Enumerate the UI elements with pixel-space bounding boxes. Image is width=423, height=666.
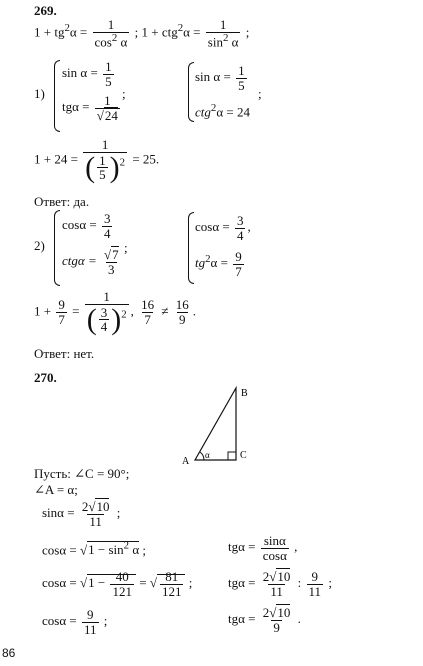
- triangle-abc: [195, 388, 236, 460]
- case2-sys2-line2: $tg^2\alpha$ = $\frac{9}{7}$: [195, 249, 242, 279]
- case2-sys1-line2: ctgα = $\frac{√7}{3}$: [62, 247, 119, 277]
- case2-sys2-line1: cosα = $\frac{3}{4}$ ,: [195, 213, 251, 243]
- tg-line-2: tgα = $\frac{2√10}{11}$ : $\frac{9}{11}$ ;: [228, 569, 332, 599]
- page-number: 86: [2, 646, 16, 660]
- right-angle-mark: [228, 452, 236, 460]
- cos-line-1: $\cos\alpha = √1 - \sin^2 \alpha$ ;: [42, 540, 146, 558]
- case1-sys2-line1: sin α = $\frac{1}{5}$: [195, 63, 245, 93]
- angle-arc: [200, 452, 204, 460]
- case1-sys2-line2: ctg$^2$α = 24: [195, 102, 250, 120]
- identity-line: $1 + tg^2\alpha$ = $\frac{1}{\cos^2 \alpha}$ ; 1 + ctg$^2$α = $\frac{1}{\sin^2 \alpha}$ ;: [34, 17, 250, 49]
- system-brace-3: [54, 210, 60, 286]
- case2-semicolon: ;: [124, 240, 128, 255]
- case2-check: 1 + $\frac{9}{7}$ = 1 ( $\frac{3}{4}$ )$^2$ , $\frac{16}{7}$ ≠ $\frac{16}{9}$ .: [34, 289, 196, 336]
- label-c: C: [240, 450, 247, 461]
- system-brace: [54, 60, 60, 132]
- problem-number-269: 269.: [34, 3, 57, 18]
- case1-semicolon-2: ;: [258, 86, 262, 101]
- case-1-label: 1): [34, 86, 45, 101]
- given-angle-c: Пусть: ∠C = 90°;: [34, 466, 130, 481]
- label-b: B: [241, 388, 248, 399]
- case1-semicolon: ;: [122, 86, 126, 101]
- given-angle-a: ∠A = α;: [34, 482, 78, 497]
- system-brace-4: [188, 212, 194, 284]
- case2-answer: Ответ: нет.: [34, 346, 95, 361]
- case1-answer: Ответ: да.: [34, 194, 90, 209]
- case1-sys1-line2: tgα = $\frac{1}{√24}$: [62, 93, 118, 123]
- label-alpha: α: [205, 450, 210, 460]
- cos-line-2: cosα = √1 − $\frac{40}{121}$ = √ $\frac{81}{121}$ ;: [42, 569, 193, 599]
- case1-sys1-line1: sin α = $\frac{1}{5}$: [62, 59, 112, 89]
- right-triangle-figure: [180, 384, 260, 466]
- case1-check: 1 + 24 = 1 ( $\frac{1}{5}$ )$^2$ = 25.: [34, 137, 160, 184]
- case2-sys1-line1: cosα = $\frac{3}{4}$: [62, 211, 111, 241]
- case-2-label: 2): [34, 238, 45, 253]
- problem-number-270: 270.: [34, 370, 57, 385]
- tg-line-1: tgα = $\frac{\sin\alpha}{\cos\alpha}$ ,: [228, 533, 298, 563]
- cos-line-3: cosα = $\frac{9}{11}$ ;: [42, 607, 108, 637]
- tg-line-3: tgα = $\frac{2√10}{9}$ .: [228, 605, 301, 635]
- label-a: A: [182, 456, 190, 466]
- sin-line: sinα = $\frac{2√10}{11}$ ;: [42, 499, 121, 529]
- system-brace-2: [188, 62, 194, 122]
